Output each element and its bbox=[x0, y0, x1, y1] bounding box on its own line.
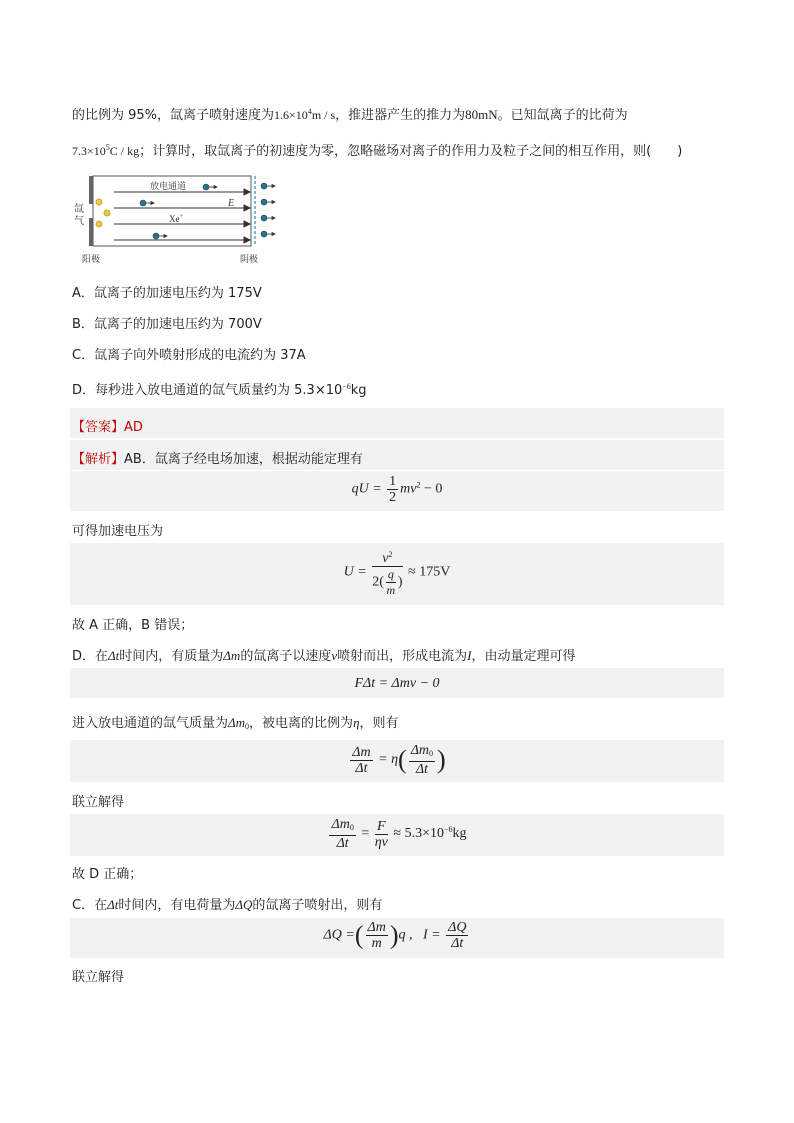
xenon-atom bbox=[104, 210, 110, 216]
ion bbox=[153, 233, 159, 239]
field-label: E bbox=[228, 198, 235, 209]
svg-text:气: 气 bbox=[74, 216, 84, 227]
option-d: D．每秒进入放电通道的氙气质量约为 $5.3\times 10^{-6}kg$ bbox=[72, 382, 367, 398]
ejected-ion bbox=[261, 199, 267, 205]
channel-label: 放电通道 bbox=[150, 182, 187, 192]
option-c: C．氙离子向外喷射形成的电流约为 37A bbox=[72, 348, 306, 363]
anode-plate-top bbox=[89, 176, 93, 204]
equation-6: ΔQ =( $\frac{\Delta m}{m}$ )q , I = $\frac{\Delta Q}{\Delta t}$ bbox=[323, 920, 467, 951]
anode-label: 阳极 bbox=[82, 255, 101, 265]
analysis-text-2: 可得加速电压为 bbox=[72, 524, 164, 539]
answer-band bbox=[70, 408, 724, 438]
thruster-diagram bbox=[72, 172, 282, 268]
equation-1: qU = $\frac{1}{2}$ $mv^2 - 0$ bbox=[351, 474, 443, 505]
analysis-text-3: 故 A 正确，B 错误； bbox=[72, 618, 194, 633]
question-line-1: 的比例为 95%，氙离子喷射速度为$1.6\times 10^4m / s$，推进器产生的推力为80mN。已知氙离子的比荷为 bbox=[72, 107, 628, 123]
analysis-text-6: 联立解得 bbox=[72, 795, 125, 810]
analysis-text-8: C．在Δt时间内，有电荷量为ΔQ的氙离子喷射出，则有 bbox=[72, 897, 383, 913]
ejected-ion bbox=[261, 231, 267, 237]
option-a: A．氙离子的加速电压约为 175V bbox=[72, 286, 262, 301]
ejected-ion bbox=[261, 183, 267, 189]
option-b: B．氙离子的加速电压约为 700V bbox=[72, 317, 262, 332]
equation-3: FΔt = Δmv − 0 bbox=[354, 676, 440, 691]
equation-4: $\frac{\Delta m}{\Delta t}$ = η( $\frac{\Delta m_0}{\Delta t}$ ) bbox=[352, 743, 446, 777]
anode-plate-bottom bbox=[89, 218, 93, 246]
ion bbox=[203, 184, 209, 190]
answer-line bbox=[72, 416, 143, 435]
answer-value: AD bbox=[124, 420, 143, 435]
cathode-label: 阴极 bbox=[240, 255, 259, 265]
equation-2: U = $v^2$ 2( $\frac{q}{m}$ ) ≈ 175V bbox=[70, 547, 724, 598]
gas-label: 氙 bbox=[74, 204, 84, 215]
analysis-text-9: 联立解得 bbox=[72, 970, 125, 985]
analysis-text-4: D．在Δt时间内，有质量为Δm的氙离子以速度v喷射而出，形成电流为I，由动量定理可得 bbox=[72, 648, 576, 664]
ejected-ion bbox=[261, 215, 267, 221]
analysis-intro: 【解析】AB．氙离子经电场加速，根据动能定理有 bbox=[72, 452, 363, 467]
ion bbox=[140, 200, 146, 206]
answer-tag: 【答案】 bbox=[72, 420, 125, 435]
analysis-text-5: 进入放电通道的氙气质量为$\Delta m_0$，被电离的比例为η，则有 bbox=[72, 715, 399, 731]
analysis-tag: 【解析】 bbox=[72, 452, 125, 467]
equation-5: $\frac{\Delta m_0}{\Delta t}$ = $\frac{F}{\eta v}$ ≈ $5.3\times 10^{-6}kg$ bbox=[331, 817, 467, 851]
question-line-2: $7.3\times 10^5C$ / kg；计算时，取氙离子的初速度为零，忽略磁场对离子的作用力及粒子之间的相互作用，则( ) bbox=[72, 143, 683, 159]
analysis-text-7: 故 D 正确； bbox=[72, 867, 143, 882]
xenon-atom bbox=[96, 221, 102, 227]
ion-label: Xe+ bbox=[169, 214, 183, 224]
xenon-atom bbox=[96, 199, 102, 205]
